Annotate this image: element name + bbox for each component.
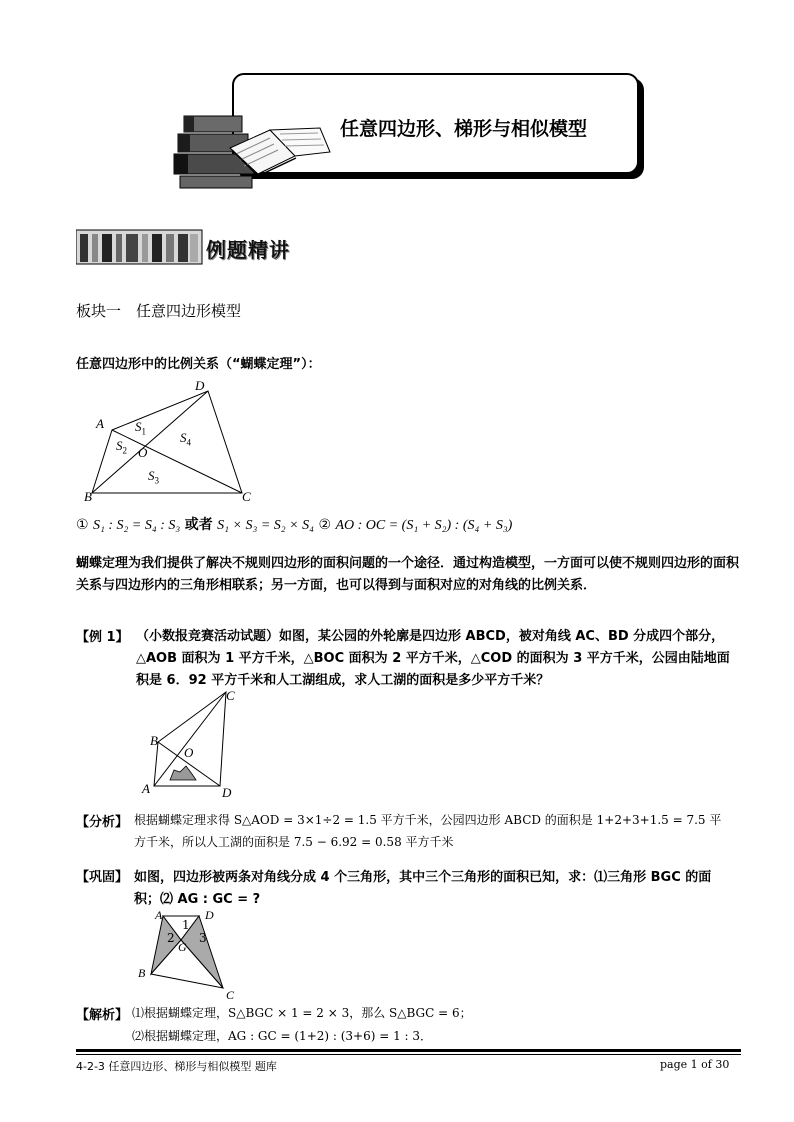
fig1-label-C: C: [242, 489, 251, 504]
butterfly-intro: 任意四边形中的比例关系（“蝴蝶定理”）：: [76, 357, 321, 372]
footer-rule-thin: [76, 1054, 741, 1055]
analysis-line-2: 方千米，所以人工湖的面积是 7.5 − 6.92 = 0.58 平方千米: [134, 835, 454, 849]
fig2-label-A: A: [142, 781, 150, 796]
fig3-label-2: 2: [167, 931, 175, 945]
footer-rule-thick: [76, 1049, 741, 1052]
analysis-line-1: 根据蝴蝶定理求得 S△AOD = 3×1÷2 = 1.5 平方千米，公园四边形 ABCD 的面积是 1+2+3+1.5 = 7.5 平: [134, 813, 722, 827]
fig2-label-O: O: [184, 745, 194, 760]
example1-text: （小数报竞赛活动试题）如图，某公园的外轮廓是四边形 ABCD，被对角线 AC、BD 分成四个部分，△AOB 面积为 1 平方千米，△BOC 面积为 2 平方千米，△COD 的面积为 3 平方千米，公园由陆地面积是 6．92 平方千米和人工湖组成，求人工湖的面积是多少平方千米？: [136, 629, 730, 688]
analysis-tag: 【分析】: [76, 815, 129, 830]
fig1-label-A: A: [96, 416, 104, 431]
fig1-label-S2: $S_2$: [116, 438, 127, 456]
fig3-label-3: 3: [199, 931, 207, 945]
fig1-label-B: B: [84, 489, 92, 504]
fig2-label-B: B: [150, 733, 158, 748]
fig3-label-A: A: [155, 908, 163, 922]
fig3-label-D: D: [205, 908, 214, 922]
formula-ratio: S₁ : S₂ = S₄ : S₃: [93, 518, 181, 533]
formula-diagonal-ratio: AO : OC = (S₁ + S₂) : (S₄ + S₃): [335, 518, 513, 533]
butterfly-figure: [80, 375, 270, 507]
fig1-label-S4: $S_4$: [180, 430, 191, 448]
fig1-label-S1: $S_1$: [135, 419, 146, 437]
butterfly-explanation: 蝴蝶定理为我们提供了解决不规则四边形的面积问题的一个途径．通过构造模型，一方面可以使不规则四边形的面积关系与四边形内的三角形相联系；另一方面，也可以得到与面积对应的对角线的比例关系．: [76, 556, 740, 593]
formula-product: S₁ × S₃ = S₂ × S₄: [217, 518, 314, 533]
fig2-label-C: C: [226, 688, 235, 703]
banner-graphic: [76, 228, 204, 266]
consolidate-tag: 【巩固】: [76, 870, 129, 885]
park-figure: [148, 688, 243, 798]
fig3-label-G: G: [178, 940, 187, 954]
solution-line-2: ⑵根据蝴蝶定理，AG : GC = (1+2) : (3+6) = 1 : 3．: [132, 1029, 433, 1043]
fig1-label-S3: $S_3$: [148, 468, 159, 486]
formula-circle-2: ②: [318, 517, 331, 533]
solution-tag: 【解析】: [76, 1008, 129, 1023]
formula-circle-1: ①: [76, 517, 89, 533]
consolidate-line-2: 积；⑵ AG : GC = ?: [134, 892, 261, 907]
consolidate-line-1: 如图，四边形被两条对角线分成 4 个三角形，其中三个三角形的面积已知，求：⑴三角形 BGC 的面: [134, 870, 712, 885]
fig3-label-1: 1: [182, 918, 190, 932]
butterfly-formula: [76, 514, 512, 534]
solution-line-1: ⑴根据蝴蝶定理，S△BGC × 1 = 2 × 3，那么 S△BGC = 6；: [132, 1006, 472, 1020]
formula-or: 或者: [184, 517, 213, 533]
quad-figure: [145, 912, 235, 992]
fig3-label-B: B: [138, 966, 146, 980]
fig1-label-O: O: [138, 445, 148, 460]
fig1-label-D: D: [195, 378, 205, 393]
books-illustration: [170, 108, 335, 190]
footer-doc-title: 4-2-3 任意四边形、梯形与相似模型 题库: [76, 1060, 277, 1073]
footer-page-number: page 1 of 30: [660, 1058, 730, 1071]
fig2-label-D: D: [222, 785, 232, 800]
section-banner-label: 例题精讲: [206, 238, 290, 262]
example1-tag: 【例 1】: [76, 630, 129, 645]
block-heading: 板块一 任意四边形模型: [76, 302, 242, 320]
fig3-label-C: C: [226, 988, 235, 1002]
page-title: 任意四边形、梯形与相似模型: [340, 118, 588, 140]
